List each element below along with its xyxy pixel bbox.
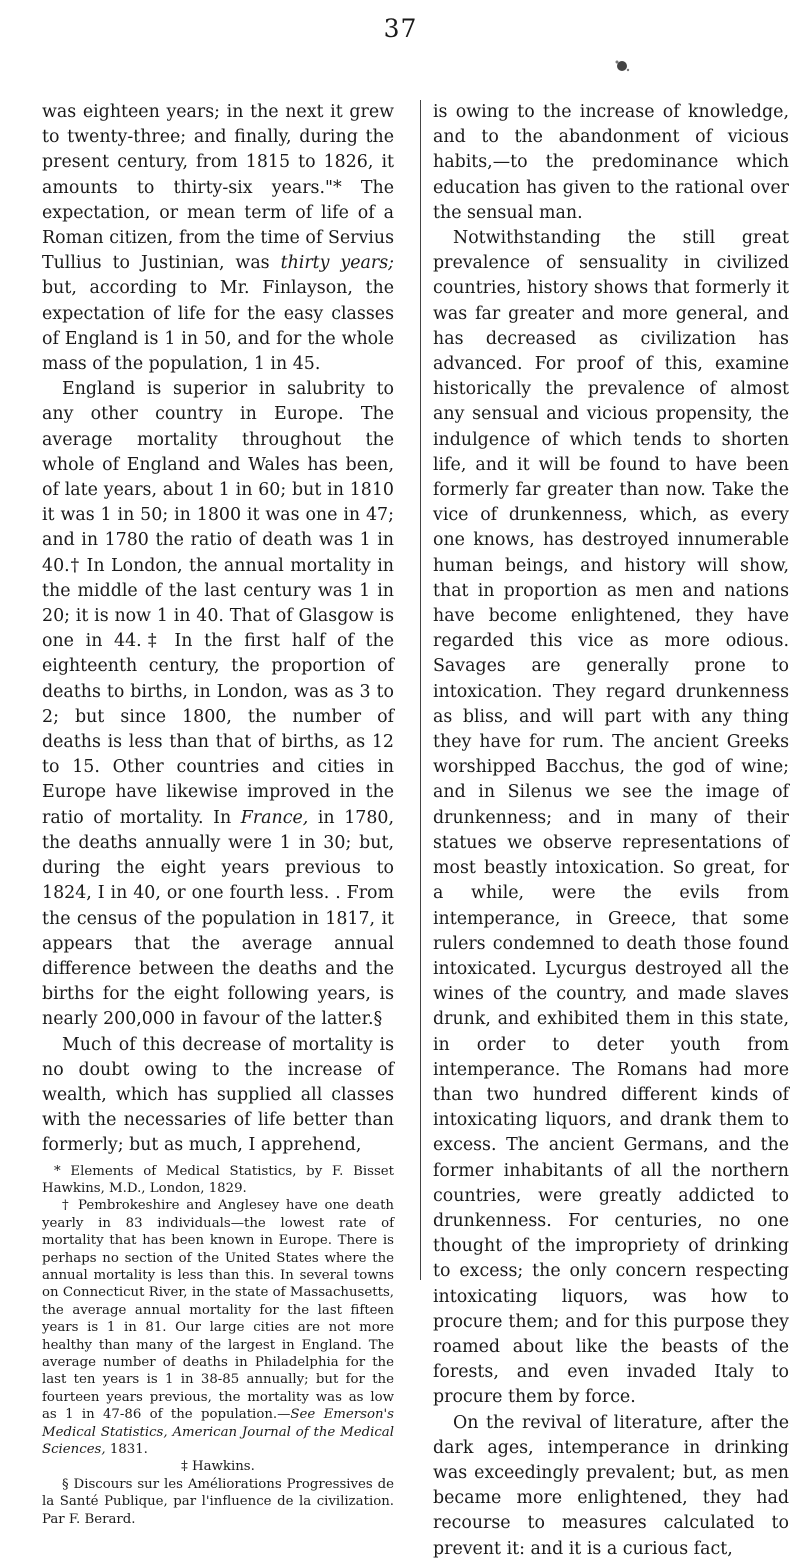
ink-speck-decoration (608, 54, 638, 84)
footnote: * Elements of Medical Statistics, by F. Bisset Hawkins, M.D., London, 1829. (42, 1163, 394, 1196)
footnote: ‡ Hawkins. (181, 1459, 255, 1475)
body-paragraph: Much of this decrease of mortality is no doubt owing to the increase of wealth, which has supplied all classes with the necessaries of life better than formerly; but as much, I apprehend, (42, 1034, 394, 1156)
body-paragraph: Notwithstanding the still great prevalence of sensuality in civilized countries, history shows that formerly it was far greater and more general, and has decreased as civilization has advanced. For proof of this, examine historically the prevalence of almost any sensual and vicious propensity, the indulgence of which tends to shorten life, and it will be found to have been formerly far greater than now. Take the vice of drunkenness, which, as every one knows, has destroyed innumerable human beings, and history will show, that in proportion as men and nations have become enlightened, they have regarded this vice as more odious. Savages are generally prone to intoxication. They regard drunkenness as bliss, and will part with any thing they have for rum. The ancient Greeks worshipped Bacchus, the god of wine; and in Silenus we see the image of drunkenness; and in many of their statues we observe representations of most beastly intoxication. So great, for a while, were the evils from intemperance, in Greece, that some rulers condemned to death those found intoxicated. Lycurgus destroyed all the wines of the country, and made slaves drunk, and exhibited them in this state, in order to deter youth from intemperance. The Romans had more than two hundred different kinds of intoxicating liquors, and drank them to excess. The ancient Germans, and the former inhabitants of all the northern countries, were greatly addicted to drunkenness. For centuries, no one thought of the impropriety of drinking to excess; the only concern respecting intoxicating liquors, was how to procure them; and for this purpose they roamed about like the beasts of the forests, and even invaded Italy to procure them by force. (433, 228, 789, 1408)
left-column (42, 100, 394, 1528)
footnote: § Discours sur les Améliorations Progressives de la Santé Publique, par l'influence de la civilization. Par F. Berard. (42, 1476, 394, 1527)
footnote: † Pembrokeshire and Anglesey have one death yearly in 83 individuals—the lowest rate of mortality that has been known in Europe. There is perhaps no section of the United States where the annual mortality is less than this. In several towns on Connecticut River, in the state of Massachusetts, the average annual mortality for the last fifteen years is 1 in 81. Our large cities are not more healthy than many of the largest in England. The average number of deaths in Philadelphia for the last ten years is 1 in 38-85 annually; but for the fourteen years previous, the mortality was as low as 1 in 47-86 of the population.—See Emerson's Medical Statistics, American Journal of the Medical Sciences, 1831. (42, 1198, 394, 1458)
page-number: 37 (383, 14, 418, 43)
body-paragraph: England is superior in salubrity to any other country in Europe. The average mortality throughout the whole of England and Wales has been, of late years, about 1 in 60; but in 1810 it was 1 in 50; in 1800 it was one in 47; and in 1780 the ratio of death was 1 in 40.† In London, the annual mortality in the middle of the last century was 1 in 20; it is now 1 in 40. That of Glasgow is one in 44.‡ In the first half of the eighteenth century, the proportion of deaths to births, in London, was as 3 to 2; but since 1800, the number of deaths is less than that of births, as 12 to 15. Other countries and cities in Europe have likewise improved in the ratio of mortality. In France, in 1780, the deaths annually were 1 in 30; but, during the eight years previous to 1824, I in 40, or one fourth less. . From the census of the population in 1817, it appears that the average annual difference between the deaths and the births for the eight following years, is nearly 200,000 in favour of the latter.§ (42, 379, 394, 1030)
footnotes (42, 1163, 394, 1529)
body-paragraph: was eighteen years; in the next it grew to twenty-three; and finally, during the present century, from 1815 to 1826, it amounts to thirty-six years."* The expectation, or mean term of life of a Roman citizen, from the time of Servius Tullius to Justinian, was thirty years; but, according to Mr. Finlayson, the expectation of life for the easy classes of England is 1 in 50, and for the whole mass of the population, 1 in 45. (42, 102, 394, 375)
body-paragraph: On the revival of literature, after the dark ages, intemperance in drinking was exceedingly prevalent; but, as men became more enlightened, they had recourse to measures calculated to prevent it: and it is a curious fact, (433, 1412, 789, 1559)
body-paragraph: is owing to the increase of knowledge, and to the abandonment of vicious habits,—to the predominance which education has given to the rational over the sensual man. (433, 102, 789, 223)
right-column (420, 100, 789, 1559)
